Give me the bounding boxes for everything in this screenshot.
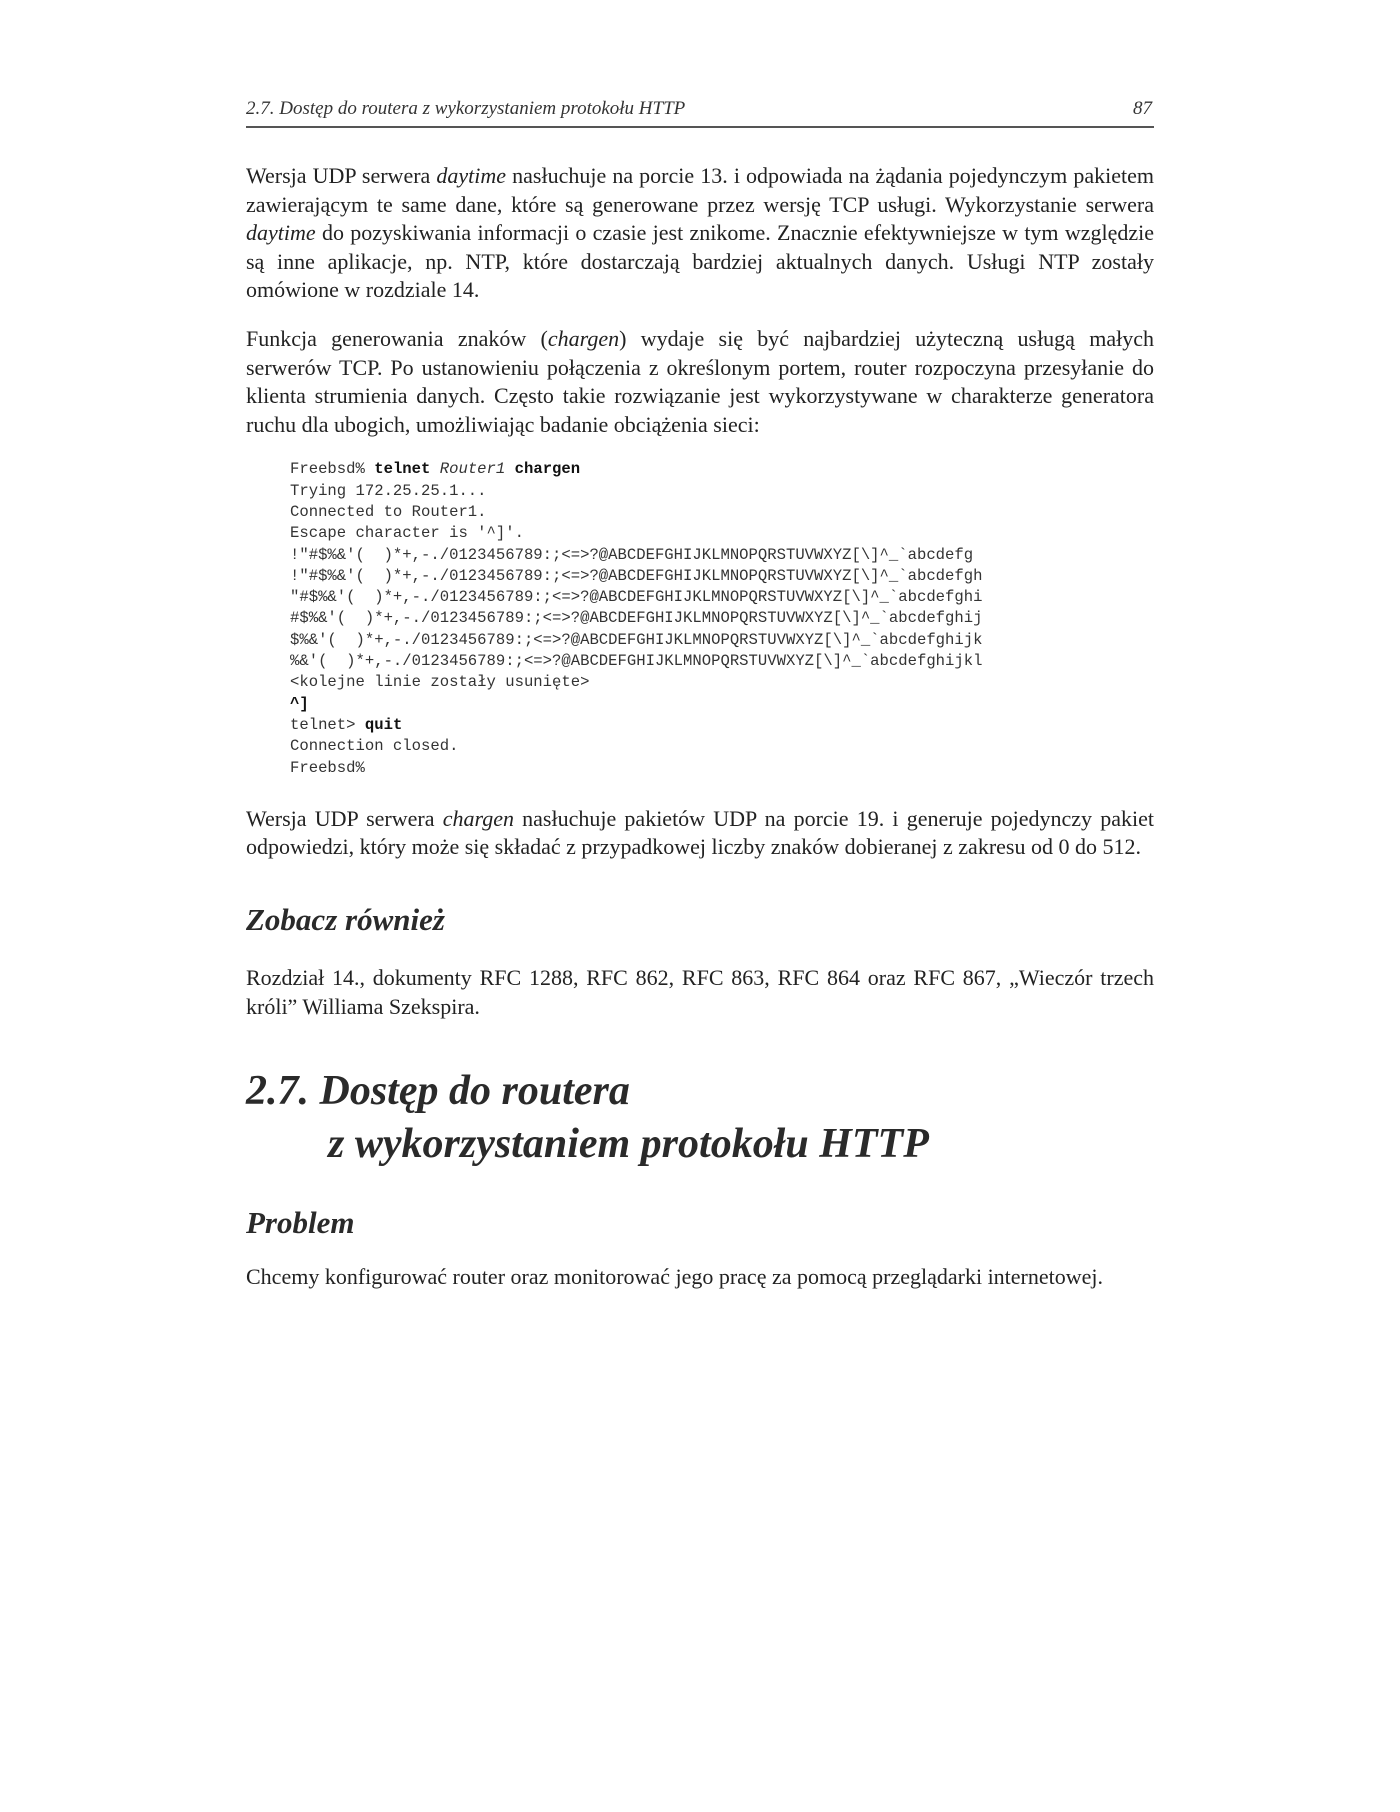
- text-run: Wersja UDP serwera: [246, 805, 443, 831]
- paragraph-daytime-udp: [246, 162, 1154, 305]
- text-run: Wersja UDP serwera: [246, 163, 437, 188]
- code-space: [505, 460, 514, 478]
- code-line: $%&'( )*+,-./0123456789:;<=>?@ABCDEFGHIJKLMNOPQRSTUVWXYZ[\]^_`abcdefghijk: [290, 630, 983, 649]
- code-listing: [290, 459, 1154, 778]
- code-prompt: Freebsd%: [290, 460, 375, 479]
- heading-see-also: Zobacz również: [246, 901, 445, 937]
- page-number: 87: [1133, 98, 1152, 119]
- section-heading-line2: z wykorzystaniem protokołu HTTP: [328, 1121, 929, 1168]
- text-run: do pozyskiwania informacji o czasie jest znikome. Znacznie efektywniejsze w tym względzie są inne aplikacje, np. NTP, które dostarczają bardziej aktualnych danych. Usługi NTP zostały omówione w rozdziale 14.: [246, 220, 1154, 303]
- code-line: [290, 459, 1154, 480]
- running-header-title: 2.7. Dostęp do routera z wykorzystaniem protokołu HTTP: [246, 98, 686, 119]
- text-run: nasłuchuje na porcie 13. i odpowiada na żądania pojedynczym pakietem zawierającym te same dane, które są generowane przez wersję TCP usługi. Wykorzystanie serwera: [246, 163, 1155, 217]
- italic-term: chargen: [547, 325, 620, 351]
- page-content: [246, 162, 1154, 1292]
- code-command: quit: [364, 715, 403, 734]
- code-line: Connected to Router1.: [290, 502, 487, 521]
- code-line: Escape character is '^]'.: [290, 524, 524, 543]
- paragraph-chargen: [246, 325, 1154, 439]
- code-line: Freebsd%: [290, 758, 365, 777]
- code-line: "#$%&'( )*+,-./0123456789:;<=>?@ABCDEFGHIJKLMNOPQRSTUVWXYZ[\]^_`abcdefghi: [290, 588, 983, 607]
- paragraph-see-also: Rozdział 14., dokumenty RFC 1288, RFC 862, RFC 863, RFC 864 oraz RFC 867, „Wieczór trzech króli” Williama Szekspira.: [246, 964, 1154, 1019]
- section-heading-line1: 2.7. Dostęp do routera: [246, 1068, 630, 1115]
- code-line: Trying 172.25.25.1...: [290, 481, 487, 500]
- code-line: !"#$%&'( )*+,-./0123456789:;<=>?@ABCDEFGHIJKLMNOPQRSTUVWXYZ[\]^_`abcdefg: [290, 545, 974, 564]
- code-space: [430, 460, 439, 478]
- italic-term: chargen: [442, 805, 514, 831]
- section-heading: [246, 1065, 1154, 1171]
- code-line: !"#$%&'( )*+,-./0123456789:;<=>?@ABCDEFGHIJKLMNOPQRSTUVWXYZ[\]^_`abcdefgh: [290, 566, 983, 585]
- text-run: ) wydaje się być najbardziej użyteczną usługą małych serwerów TCP. Po ustanowieniu połączenia z określonym portem, router rozpoczyna przesyłanie do klienta strumienia danych. Często takie rozwiązanie jest wykorzystywane w charakterze generatora ruchu dla ubogich, umożliwiając badanie obciążenia sieci:: [246, 325, 1154, 437]
- italic-term: daytime: [246, 220, 316, 246]
- code-line: #$%&'( )*+,-./0123456789:;<=>?@ABCDEFGHIJKLMNOPQRSTUVWXYZ[\]^_`abcdefghij: [290, 609, 983, 628]
- code-line: %&'( )*+,-./0123456789:;<=>?@ABCDEFGHIJKLMNOPQRSTUVWXYZ[\]^_`abcdefghijkl: [290, 652, 983, 671]
- code-argument: Router1: [439, 460, 506, 479]
- code-prompt: telnet>: [290, 715, 365, 734]
- code-command: telnet: [374, 460, 431, 479]
- heading-problem: Problem: [246, 1205, 355, 1241]
- text-run: Funkcja generowania znaków (: [246, 325, 548, 351]
- italic-term: daytime: [436, 163, 507, 188]
- code-line: [290, 715, 1154, 736]
- code-line: <kolejne linie zostały usunięte>: [290, 673, 590, 692]
- running-header: [246, 96, 1154, 128]
- code-line: Connection closed.: [290, 737, 459, 756]
- paragraph-chargen-udp: [246, 805, 1154, 862]
- code-line: ^]: [290, 694, 309, 713]
- text-run: nasłuchuje pakietów UDP na porcie 19. i generuje pojedynczy pakiet odpowiedzi, który może się składać z przypadkowej liczby znaków dobieranej z zakresu od 0 do 512.: [246, 805, 1154, 860]
- paragraph-problem: Chcemy konfigurować router oraz monitorować jego pracę za pomocą przeglądarki internetowej.: [246, 1264, 1104, 1290]
- code-service: chargen: [514, 460, 581, 479]
